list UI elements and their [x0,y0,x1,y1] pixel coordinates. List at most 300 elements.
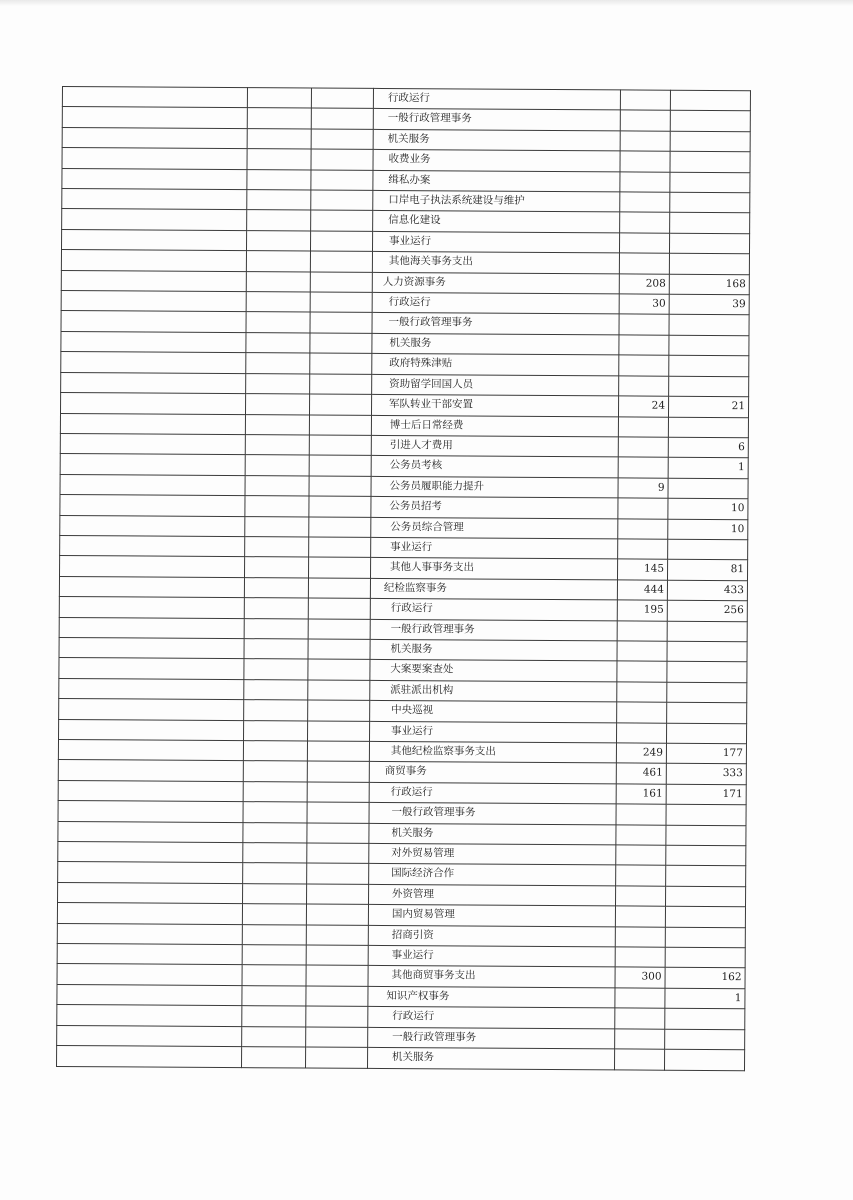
value-b [670,90,750,111]
value-b [670,111,750,132]
value-a [619,376,669,397]
blank-cell [244,700,308,721]
blank-cell [311,170,373,191]
value-a [615,947,665,968]
value-a [616,865,666,886]
item-name-cell [371,476,618,498]
value-b: 39 [669,294,749,315]
blank-cell [242,924,306,945]
value-a [620,192,670,213]
item-name-cell [373,109,620,131]
blank-cell [309,394,371,415]
blank-cell [310,312,372,333]
item-name: 中央巡视 [391,704,434,717]
item-name: 行政运行 [388,296,431,309]
item-name-cell [369,782,616,804]
value-a [620,212,670,233]
blank-cell [245,475,309,496]
item-name-cell [371,517,618,539]
blank-cell [308,659,370,680]
item-name-cell [368,905,615,927]
blank-cell [62,127,247,149]
blank-cell [62,209,247,231]
blank-cell [247,128,311,149]
item-name-cell [370,599,617,621]
value-a: 208 [619,274,669,295]
value-a [615,988,665,1009]
blank-cell [243,822,307,843]
blank-cell [62,189,247,211]
blank-cell [245,414,309,435]
item-name-cell [369,741,616,763]
item-name-cell [369,884,616,906]
blank-cell [242,1026,306,1047]
item-name: 公务员综合管理 [390,520,464,533]
blank-cell [58,739,243,761]
blank-cell [306,1047,368,1068]
blank-cell [60,556,245,578]
item-name: 一般行政管理事务 [390,622,475,636]
blank-cell [311,149,373,170]
item-name-cell [372,333,619,355]
item-name: 商贸事务 [384,765,427,778]
value-b: 6 [668,437,748,458]
blank-cell [247,88,311,109]
blank-cell [307,843,369,864]
blank-cell [306,925,368,946]
blank-cell [307,823,369,844]
blank-cell [57,1025,242,1047]
item-name: 政府特殊津贴 [389,357,453,370]
blank-cell [306,904,368,925]
value-a [618,518,668,539]
item-name: 口岸电子执法系统建设与维护 [388,194,525,207]
blank-cell [309,435,371,456]
item-name-cell [373,170,620,192]
blank-cell [246,292,310,313]
value-a: 195 [617,600,667,621]
value-a [617,682,667,703]
value-a: 30 [619,294,669,315]
value-a [615,1029,665,1050]
blank-cell [244,659,308,680]
item-name-cell [370,558,617,580]
value-b [667,621,747,642]
blank-cell [61,291,246,313]
blank-cell [246,271,310,292]
item-name: 事业运行 [391,724,434,737]
blank-cell [61,229,246,251]
blank-cell [306,986,368,1007]
blank-cell [242,1006,306,1027]
item-name-cell [368,986,615,1008]
blank-cell [311,88,373,109]
value-b: 333 [666,764,746,785]
item-name: 事业运行 [391,949,434,962]
blank-cell [307,863,369,884]
item-name: 事业运行 [389,234,432,248]
blank-cell [246,312,310,333]
value-b: 171 [666,784,746,805]
blank-cell [244,618,308,639]
value-a [619,233,669,254]
blank-cell [247,108,311,129]
item-name: 机关服务 [387,132,430,146]
value-a [619,314,669,335]
value-a [615,906,665,927]
blank-cell [58,780,243,802]
blank-cell [245,435,309,456]
item-name: 知识产权事务 [386,989,450,1003]
value-a [617,661,667,682]
value-a [618,437,668,458]
item-name-cell [372,292,619,314]
blank-cell [245,516,309,537]
value-b [665,1049,745,1070]
value-a [617,702,667,723]
value-b [666,866,746,887]
blank-cell [244,720,308,741]
item-name: 机关服务 [389,336,432,350]
value-b [667,682,747,703]
blank-cell [242,965,306,986]
value-b: 162 [665,968,745,989]
item-name-cell [372,313,619,335]
item-name: 机关服务 [391,826,434,839]
item-name: 其他海关事务支出 [388,255,473,268]
item-name-cell [372,354,619,376]
item-name-cell [370,701,617,723]
item-name: 外资管理 [392,887,435,901]
item-name: 大案要案查处 [390,663,454,676]
value-b [668,417,748,438]
blank-cell [244,577,308,598]
blank-cell [307,761,369,782]
blank-cell [246,353,310,374]
item-name-cell [370,619,617,641]
blank-cell [57,903,242,925]
blank-cell [308,619,370,640]
item-name: 军队转业干部安置 [389,398,474,411]
blank-cell [246,251,310,272]
value-b [665,906,745,927]
item-name-cell [373,190,620,212]
blank-cell [310,374,372,395]
blank-cell [61,352,246,374]
value-b [667,641,747,662]
blank-cell [309,496,371,517]
value-b: 21 [668,396,748,417]
blank-cell [243,802,307,823]
blank-cell [62,87,247,109]
blank-cell [308,598,370,619]
blank-cell [57,1005,242,1027]
blank-cell [59,597,244,619]
blank-cell [246,333,310,354]
blank-cell [60,433,245,455]
blank-cell [57,923,242,945]
value-a [620,131,670,152]
expenditure-table [56,86,751,1071]
item-name: 招商引资 [391,928,434,941]
value-a [615,927,665,948]
value-a [616,804,666,825]
item-name: 机关服务 [390,642,433,656]
value-a: 444 [617,580,667,601]
blank-cell [307,782,369,803]
blank-cell [58,801,243,823]
value-a: 145 [617,559,667,580]
value-a: 300 [615,967,665,988]
blank-cell [307,884,369,905]
blank-cell [59,617,244,639]
item-name: 国际经济合作 [391,867,455,880]
blank-cell [61,270,246,292]
value-a [616,722,666,743]
blank-cell [59,658,244,680]
blank-cell [59,719,244,741]
value-b: 177 [666,743,746,764]
value-b: 81 [667,560,747,581]
value-b: 1 [665,988,745,1009]
blank-cell [243,781,307,802]
item-name-cell [369,803,616,825]
value-b [669,335,749,356]
item-name-cell [368,925,615,947]
blank-cell [308,578,370,599]
item-name-cell [371,394,618,416]
blank-cell [244,639,308,660]
blank-cell [60,413,245,435]
value-a [616,845,666,866]
blank-cell [57,984,242,1006]
value-a [615,1049,665,1070]
item-name: 行政运行 [392,1010,435,1023]
blank-cell [59,576,244,598]
blank-cell [243,741,307,762]
value-b: 168 [669,274,749,295]
blank-cell [58,760,243,782]
value-a: 9 [618,478,668,499]
value-b [668,539,748,560]
item-name-cell [372,252,619,274]
blank-cell [306,1006,368,1027]
blank-cell [59,678,244,700]
value-b: 433 [667,580,747,601]
item-name-cell [369,864,616,886]
blank-cell [59,637,244,659]
blank-cell [247,210,311,231]
blank-cell [309,557,371,578]
blank-cell [243,883,307,904]
blank-cell [311,190,373,211]
blank-cell [61,372,246,394]
item-name-cell [369,843,616,865]
item-name: 一般行政管理事务 [388,316,473,329]
value-a [619,355,669,376]
item-name: 行政运行 [390,602,433,615]
value-b: 1 [668,458,748,479]
value-a [617,620,667,641]
blank-cell [57,944,242,966]
item-name-cell [371,415,618,437]
value-b [665,947,745,968]
blank-cell [246,230,310,251]
item-name: 博士后日常经费 [389,418,464,431]
item-name-cell [368,1007,615,1029]
blank-cell [247,190,311,211]
value-a [620,90,670,111]
blank-cell [60,454,245,476]
value-a: 24 [618,396,668,417]
item-name: 人力资源事务 [382,275,446,289]
item-name: 引进人才费用 [389,438,453,452]
blank-cell [311,129,373,150]
item-name-cell [370,680,617,702]
value-b [669,315,749,336]
blank-cell [311,108,373,129]
value-b [669,376,749,397]
scan-edge [0,0,853,6]
value-a [618,498,668,519]
blank-cell [308,700,370,721]
value-b: 256 [667,600,747,621]
blank-cell [307,741,369,762]
item-name-cell [370,639,617,661]
item-name-cell [371,497,618,519]
blank-cell [308,721,370,742]
blank-cell [62,148,247,170]
blank-cell [242,904,306,925]
blank-cell [57,964,242,986]
item-name-cell [373,150,620,172]
blank-cell [243,761,307,782]
blank-cell [311,210,373,231]
item-name-cell [373,88,620,110]
value-a [615,1008,665,1029]
item-name: 一般行政管理事务 [391,806,476,819]
value-a [619,253,669,274]
value-b: 10 [668,519,748,540]
blank-cell [310,231,372,252]
blank-cell [61,250,246,272]
blank-cell [60,495,245,517]
blank-cell [62,107,247,129]
blank-cell [242,1047,306,1068]
value-a: 461 [616,763,666,784]
value-b [667,662,747,683]
blank-cell [308,680,370,701]
blank-cell [58,842,243,864]
blank-cell [310,292,372,313]
blank-cell [306,1027,368,1048]
value-b [670,172,750,193]
value-b [665,886,745,907]
value-b [669,253,749,274]
item-name-cell [371,456,618,478]
blank-cell [245,455,309,476]
value-b [670,151,750,172]
value-a [618,539,668,560]
item-name: 纪检监察事务 [383,581,447,595]
item-name: 国内贸易管理 [391,908,455,921]
item-name: 资助留学回国人员 [389,377,474,391]
item-name: 公务员履职能力提升 [389,479,485,493]
value-b [665,1008,745,1029]
item-name: 其他商贸事务支出 [391,969,476,983]
item-name: 一般行政管理事务 [392,1030,477,1044]
value-b [665,1029,745,1050]
blank-cell [244,679,308,700]
blank-cell [309,455,371,476]
blank-cell [58,821,243,843]
blank-cell [310,251,372,272]
blank-cell [60,535,245,557]
item-name-cell [369,762,616,784]
blank-cell [245,557,309,578]
value-a [619,335,669,356]
blank-cell [247,149,311,170]
blank-cell [245,537,309,558]
blank-cell [243,863,307,884]
item-name-cell [370,578,617,600]
item-name-cell [369,823,616,845]
blank-cell [59,699,244,721]
item-name-cell [368,945,615,967]
value-b [670,131,750,152]
item-name-cell [370,660,617,682]
item-name: 行政运行 [387,91,430,105]
item-name: 机关服务 [392,1051,435,1064]
blank-cell [310,272,372,293]
blank-cell [61,393,246,415]
blank-cell [244,598,308,619]
value-a [616,886,666,907]
blank-cell [309,476,371,497]
item-name: 对外贸易管理 [391,847,455,860]
item-name-cell [368,966,615,988]
blank-cell [246,373,310,394]
value-b [670,192,750,213]
blank-cell [310,353,372,374]
blank-cell [306,965,368,986]
value-b [670,213,750,234]
value-b [666,845,746,866]
blank-cell [309,537,371,558]
item-name-cell [368,1027,615,1049]
value-b [666,825,746,846]
item-name: 事业运行 [390,540,433,554]
blank-cell [245,496,309,517]
table-body [57,87,751,1071]
item-name: 行政运行 [390,785,433,799]
value-a [620,172,670,193]
blank-cell [310,333,372,354]
blank-cell [242,985,306,1006]
blank-cell [245,394,309,415]
value-b [665,927,745,948]
value-a [620,151,670,172]
value-b [666,723,746,744]
blank-cell [61,311,246,333]
item-name-cell [372,374,619,396]
blank-cell [309,517,371,538]
item-name: 缉私办案 [388,173,431,186]
item-name-cell [373,211,620,233]
value-a [617,641,667,662]
blank-cell [308,639,370,660]
value-b [669,233,749,254]
